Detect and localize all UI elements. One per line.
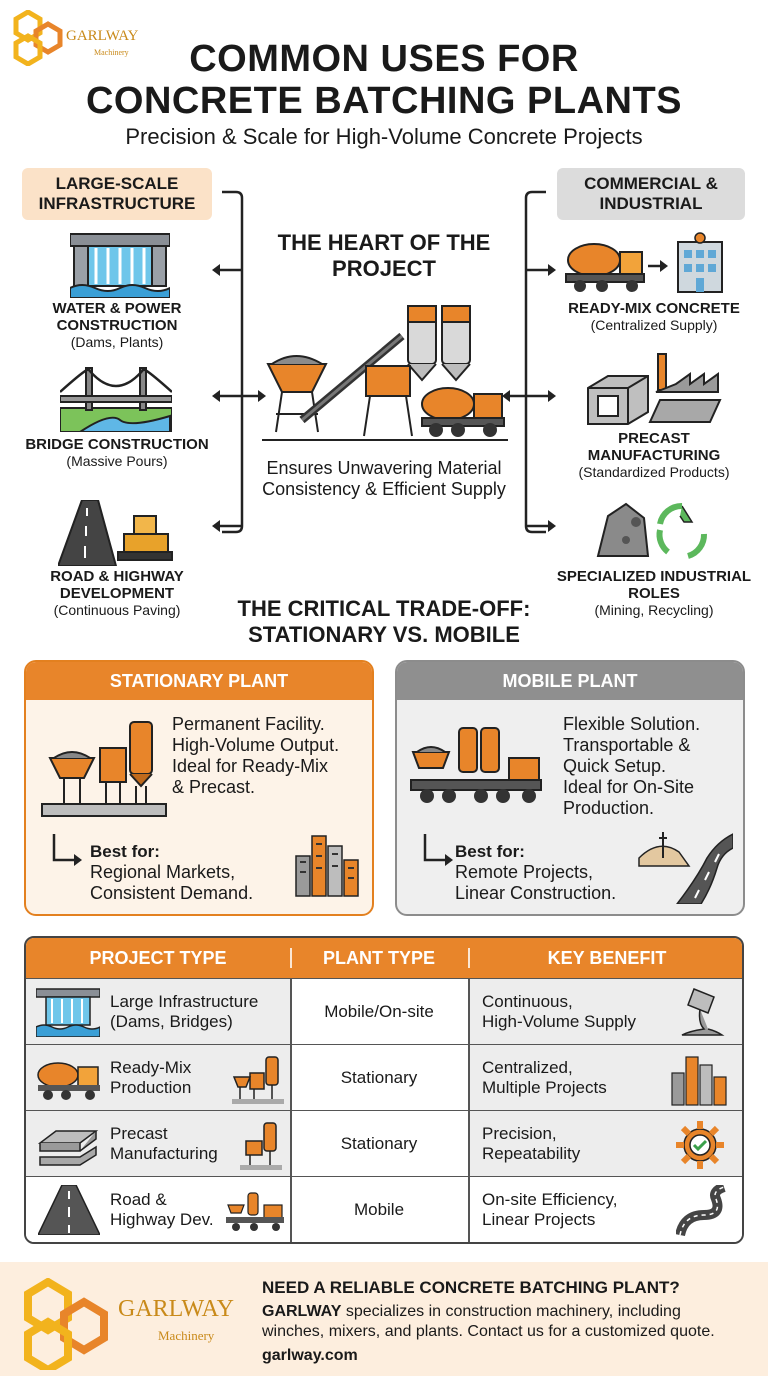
stationary-plant-panel [24, 660, 374, 916]
footer-brand-logo [18, 1278, 248, 1368]
use-bridge-sub: (Massive Pours) [66, 453, 168, 469]
ready-mix-delivery-icon [564, 232, 728, 296]
footer-website-link[interactable]: garlway.com [262, 1347, 358, 1364]
use-specialized-title: SPECIALIZED INDUSTRIAL ROLES [556, 568, 752, 602]
footer-brand-name: GARLWAY [118, 1296, 235, 1322]
mobile-best-line: Remote Projects, [455, 862, 594, 882]
use-road-title: ROAD & HIGHWAY DEVELOPMENT [50, 568, 184, 602]
dam-icon [36, 987, 100, 1037]
project-line: Ready-Mix [110, 1058, 192, 1077]
batching-plant-icon [262, 296, 508, 442]
road-icon [38, 1185, 100, 1235]
use-specialized-sub: (Mining, Recycling) [594, 602, 714, 618]
city-icon [670, 1051, 730, 1107]
project-cell [110, 992, 258, 1032]
table-row [26, 1176, 744, 1244]
benefit-line: High-Volume Supply [482, 1012, 637, 1031]
project-line: Manufacturing [110, 1144, 218, 1163]
tradeoff-heading: THE CRITICAL TRADE-OFF: STATIONARY VS. MOBILE [237, 596, 531, 647]
benefit-line: Centralized, [482, 1058, 573, 1077]
plant-cell: Stationary [340, 1068, 418, 1087]
stationary-desc-line: High-Volume Output. [172, 735, 340, 755]
stationary-desc-line: Permanent Facility. [172, 714, 325, 734]
stationary-best-line: Consistent Demand. [90, 883, 254, 903]
precast-blocks-icon [584, 348, 724, 428]
mobile-desc-line: Production. [563, 798, 655, 818]
category-commercial-industrial: COMMERCIAL & INDUSTRIAL [557, 168, 745, 220]
use-water-power-title: WATER & POWER CONSTRUCTION [52, 300, 182, 334]
winding-road-icon [676, 1185, 728, 1237]
project-line: Highway Dev. [110, 1210, 214, 1229]
stationary-best-text [90, 862, 310, 904]
footer-body-brand: GARLWAY [262, 1303, 342, 1320]
category-large-scale-infrastructure: LARGE-SCALE INFRASTRUCTURE [22, 168, 212, 220]
benefit-line: Precision, [482, 1124, 557, 1143]
title-line-1: COMMON USES FOR [189, 38, 579, 80]
mobile-desc-line: Transportable & [563, 735, 691, 755]
plant-cell: Stationary [340, 1134, 418, 1153]
use-precast-sub: (Standardized Products) [578, 464, 730, 480]
road-paver-icon [58, 500, 174, 566]
page-subtitle: Precision & Scale for High-Volume Concrete Projects [125, 124, 643, 149]
arrow-turn-icon [48, 832, 88, 872]
table-header [26, 938, 744, 978]
gear-check-icon [674, 1119, 726, 1171]
hexagon-logo-icon [18, 1278, 114, 1370]
brand-name: GARLWAY [66, 28, 139, 44]
mobile-panel-title: MOBILE PLANT [397, 662, 743, 700]
header-project-type: PROJECT TYPE [89, 948, 227, 968]
mobile-plant-panel [395, 660, 745, 916]
dam-icon [70, 230, 170, 298]
use-water-power-sub: (Dams, Plants) [70, 334, 164, 350]
use-bridge-title: BRIDGE CONSTRUCTION [25, 436, 209, 453]
right-bracket-arrows [500, 190, 562, 534]
benefit-line: Continuous, [482, 992, 573, 1011]
project-line: Large Infrastructure [110, 992, 259, 1011]
table-row [26, 978, 744, 1044]
project-cell [110, 1058, 191, 1098]
brand-tagline: Machinery [94, 48, 129, 57]
project-cell [110, 1190, 214, 1230]
stationary-best-line: Regional Markets, [90, 862, 236, 882]
table-row [26, 1044, 744, 1110]
use-road-sub: (Continuous Paving) [53, 602, 181, 618]
use-ready-mix-title: READY-MIX CONCRETE [568, 300, 740, 317]
mobile-desc-line: Flexible Solution. [563, 714, 701, 734]
project-line: Precast [110, 1124, 168, 1143]
benefit-line: Multiple Projects [482, 1078, 607, 1097]
benefit-line: Repeatability [482, 1144, 581, 1163]
benefit-line: Linear Projects [482, 1210, 596, 1229]
heart-heading: THE HEART OF THE PROJECT [277, 230, 491, 281]
plant-cell: Mobile/On-site [324, 1002, 434, 1021]
stationary-best-label: Best for: [90, 842, 160, 861]
project-cell [110, 1124, 218, 1164]
title-line-2: CONCRETE BATCHING PLANTS [85, 80, 683, 122]
header-plant-type: PLANT TYPE [322, 948, 435, 968]
project-line: (Dams, Bridges) [110, 1012, 233, 1031]
use-ready-mix-sub: (Centralized Supply) [590, 317, 718, 333]
center-caption: Ensures Unwavering Material Consistency & Efficient Supply [262, 458, 506, 499]
comparison-table [24, 936, 744, 1244]
page-title [0, 38, 768, 122]
stationary-desc-line: & Precast. [172, 777, 256, 797]
mobile-desc-line: Quick Setup. [563, 756, 667, 776]
batching-plant-icon [232, 1053, 284, 1105]
mobile-best-text [455, 862, 655, 904]
footer-body [262, 1302, 762, 1342]
table-row [26, 1110, 744, 1176]
footer-heading: NEED A RELIABLE CONCRETE BATCHING PLANT? [262, 1278, 680, 1297]
mining-recycling-icon [596, 496, 712, 562]
footer-body-line2: winches, mixers, and plants. Contact us for a customized quote. [262, 1323, 715, 1340]
stationary-plant-icon [40, 714, 168, 822]
pouring-concrete-icon [674, 985, 730, 1041]
mobile-plant-truck-icon [226, 1191, 286, 1233]
remote-road-icon [637, 828, 733, 904]
footer-brand-tagline: Machinery [158, 1328, 215, 1343]
stationary-desc-line: Ideal for Ready-Mix [172, 756, 329, 776]
footer-body-line1: specializes in construction machinery, including [341, 1303, 681, 1320]
bridge-icon [60, 362, 172, 432]
use-precast-title: PRECAST MANUFACTURING [587, 430, 721, 464]
project-line: Production [110, 1078, 192, 1097]
mobile-best-label: Best for: [455, 842, 525, 861]
mixer-truck-icon [36, 1057, 102, 1101]
city-skyline-icon [292, 828, 362, 898]
benefit-line: On-site Efficiency, [482, 1190, 618, 1209]
stationary-panel-title: STATIONARY PLANT [26, 662, 372, 700]
arrow-turn-icon [419, 832, 459, 872]
stationary-panel-desc [172, 714, 372, 798]
batching-plant-icon [240, 1119, 282, 1171]
benefit-cell [482, 992, 636, 1032]
header-key-benefit: KEY BENEFIT [547, 948, 667, 968]
mobile-panel-desc [563, 714, 743, 819]
plant-cell: Mobile [353, 1200, 405, 1219]
mobile-best-line: Linear Construction. [455, 883, 617, 903]
benefit-cell [482, 1058, 607, 1098]
benefit-cell [482, 1124, 580, 1164]
mobile-plant-truck-icon [409, 724, 549, 810]
project-line: Road & [110, 1190, 167, 1209]
mobile-desc-line: Ideal for On-Site [563, 777, 695, 797]
precast-beam-icon [38, 1121, 100, 1169]
benefit-cell [482, 1190, 617, 1230]
